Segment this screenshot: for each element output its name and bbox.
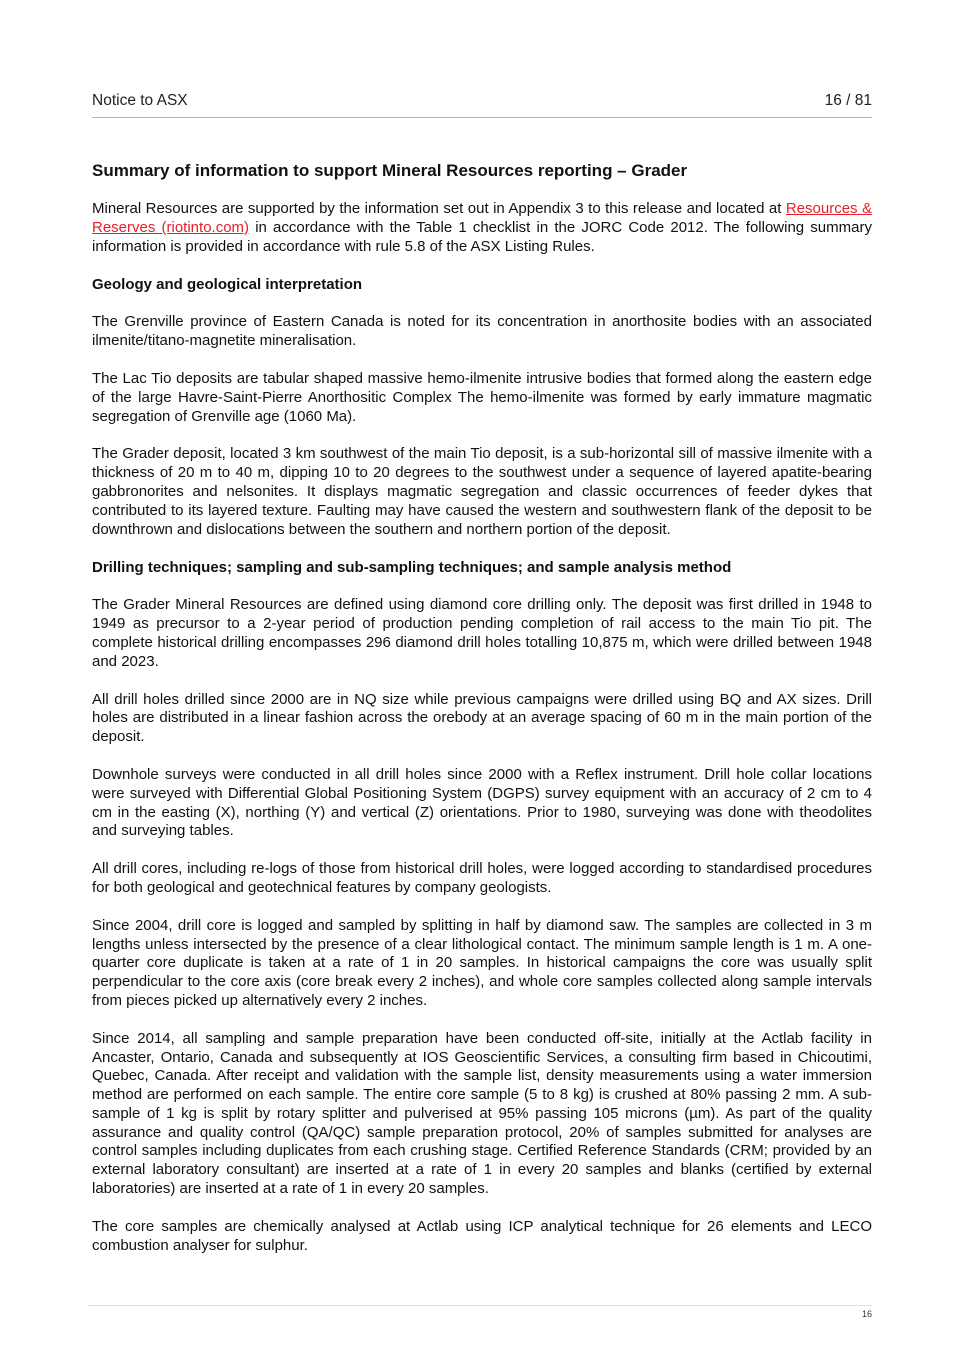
section-heading-geology: Geology and geological interpretation xyxy=(92,276,363,294)
paragraph: The Lac Tio deposits are tabular shaped massive hemo-ilmenite intrusive bodies that formed along the eastern edge of the large Havre-Saint-Pierre Anorthositic Complex The hemo-ilmenite was formed by early immature magmatic segregation of Grenville age (1060 Ma). xyxy=(92,369,872,425)
intro-paragraph xyxy=(92,200,872,256)
paragraph: The Grenville province of Eastern Canada is noted for its concentration in anorthosite bodies with an associated ilmenite/titano-magnetite mineralisation. xyxy=(92,313,872,350)
header-divider xyxy=(92,117,872,118)
paragraph: All drill cores, including re-logs of those from historical drill holes, were logged according to standardised procedures for both geological and geotechnical features by company geologists. xyxy=(92,860,872,896)
document-title: Summary of information to support Mineral Resources reporting – Grader xyxy=(92,161,688,180)
paragraph: Since 2004, drill core is logged and sampled by splitting in half by diamond saw. The samples are collected in 3 m lengths unless intersected by the presence of a clear lithological contact. The minimum sample length is 1 m. A one-quarter core duplicate is taken at a rate of 1 in 20 samples. In historical campaigns the core was usually split perpendicular to the core axis (core break every 2 inches), and whole core samples collected along sample intervals from pieces picked up alternatively every 2 inches. xyxy=(92,916,872,1009)
header-page-indicator: 16 / 81 xyxy=(824,92,872,109)
page-header xyxy=(92,92,872,112)
paragraph: All drill holes drilled since 2000 are in NQ size while previous campaigns were drilled using BQ and AX sizes. Drill holes are distributed in a linear fashion across the orebody at an average spacing of 60 m in the main portion of the deposit. xyxy=(92,690,872,746)
paragraph: Downhole surveys were conducted in all drill holes since 2000 with a Reflex instrument. Drill hole collar locations were surveyed with Differential Global Positioning System (DGPS) survey equipment with an accuracy of 2 cm to 4 cm in the easting (X), northing (Y) and vertical (Z) orientations. Prior to 1980, surveying was done with theodolites and surveying tables. xyxy=(92,765,872,840)
section-heading-drilling: Drilling techniques; sampling and sub-sampling techniques; and sample analysis method xyxy=(92,559,732,577)
paragraph: The core samples are chemically analysed at Actlab using ICP analytical technique for 26 elements and LECO combustion analyser for sulphur. xyxy=(92,1217,872,1254)
paragraph: Since 2014, all sampling and sample preparation have been conducted off-site, initially at the Actlab facility in Ancaster, Ontario, Canada and subsequently at IOS Geoscientific Services, a consulting firm based in Chicoutimi, Quebec, Canada. After receipt and validation with the sample list, density measurements using a water immersion method are performed on each sample. The entire core sample (5 to 8 kg) is crushed at 80% passing 2 mm. A sub-sample of 1 kg is split by rotary splitter and pulverised at 95% passing 105 microns (µm). As part of the quality assurance and quality control (QA/QC) sample preparation protocol, 20% of samples submitted for analyses are control samples including duplicates from each crushing stage. Certified Reference Standards (CRM; provided by an external laboratory consultant) are inserted at a rate of 1 in every 20 samples and blanks (certified by external laboratories) are inserted at a rate of 1 in every 20 samples. xyxy=(92,1029,872,1198)
paragraph: The Grader deposit, located 3 km southwest of the main Tio deposit, is a sub-horizontal sill of massive ilmenite with a thickness of 20 m to 40 m, dipping 10 to 20 degrees to the southwest under a sequence of layered apatite-bearing gabbronorites and nelsonites. It displays magmatic segregation and classic occurrences of feeder dykes that contributed to its layered texture. Faulting may have caused the western and southwestern flank of the deposit to be downthrown and dislocations between the southern and northern portion of the deposit. xyxy=(92,445,872,538)
resources-reserves-link[interactable]: Resources & Reserves (riotinto.com) xyxy=(92,200,872,236)
document-content xyxy=(92,160,872,1274)
header-title: Notice to ASX xyxy=(92,92,188,109)
intro-text-after-link: in accordance with the Table 1 checklist in the JORC Code 2012. The following summary information is provided in accordance with rule 5.8 of the ASX Listing Rules. xyxy=(92,218,872,255)
paragraph: The Grader Mineral Resources are defined using diamond core drilling only. The deposit was first drilled in 1948 to 1949 as precursor to a 2-year period of production pending completion of rail access to the main Tio pit. The complete historical drilling encompasses 296 diamond drill holes totalling 10,875 m, which were drilled between 1948 and 2023. xyxy=(92,596,872,670)
intro-text-before-link: Mineral Resources are supported by the information set out in Appendix 3 to this release and located at xyxy=(92,200,786,217)
footer-page-number: 16 xyxy=(861,1309,872,1319)
footer-divider xyxy=(88,1305,872,1306)
